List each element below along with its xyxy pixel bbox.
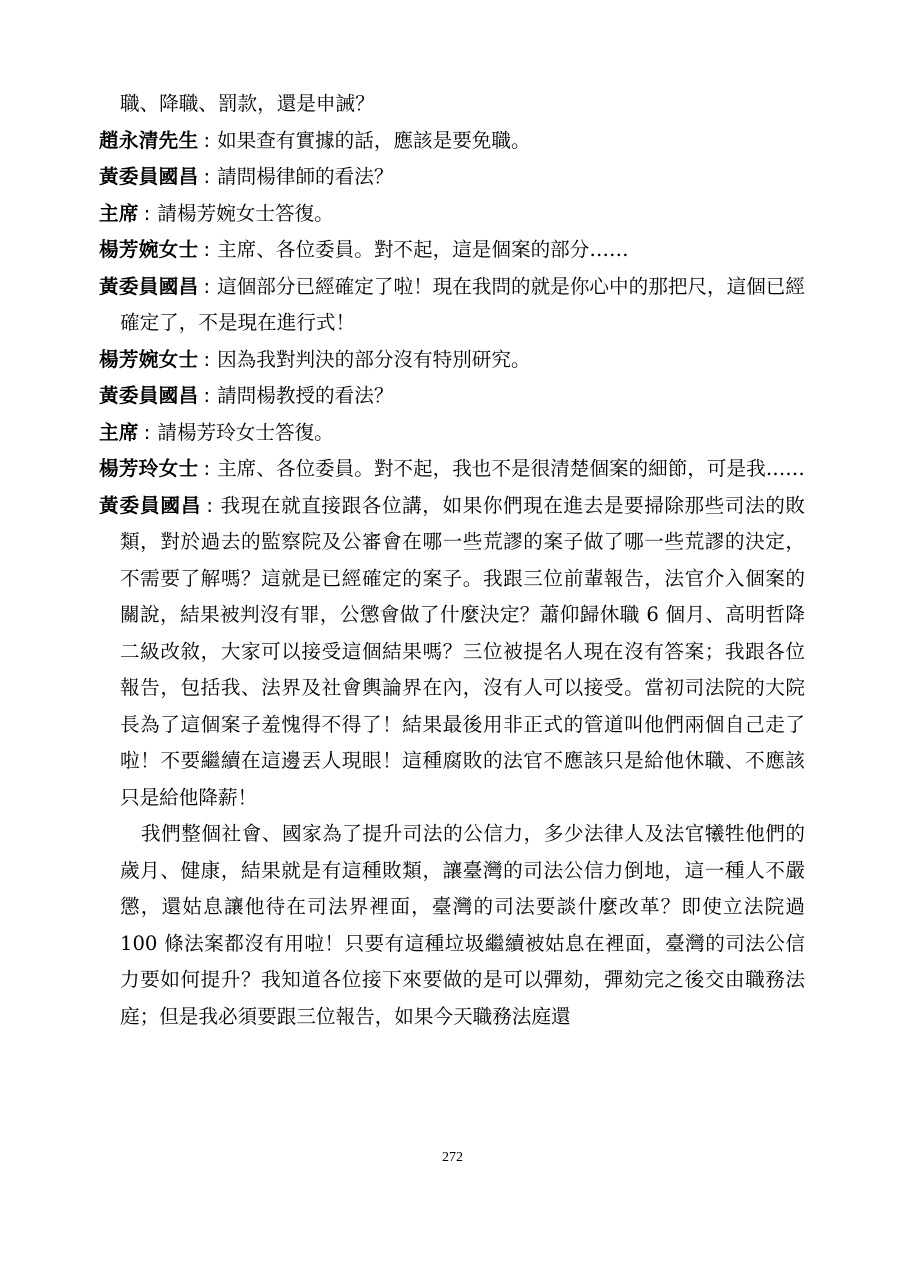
entry-text: 因為我對判決的部分沒有特別研究。 [217,347,531,371]
entry-text: 請問楊律師的看法？ [217,165,394,188]
page-number: 272 [442,1150,463,1165]
speaker-separator: : [203,384,211,407]
transcript-body [99,86,805,1035]
transcript-entry [99,488,805,817]
entry-text: 主席、各位委員。對不起，我也不是很清楚個案的細節，可是我…… [217,457,805,480]
transcript-entry [99,196,805,233]
transcript-entry [99,415,805,452]
speaker-separator: : [203,165,211,188]
speaker-name: 主席 [99,201,139,225]
speaker-name: 黃委員國昌 [99,274,199,298]
transcript-entry [99,159,805,196]
transcript-entry [99,451,805,488]
speaker-separator: : [203,457,211,480]
speaker-name: 黃委員國昌 [99,493,202,517]
transcript-entry [99,232,805,269]
speaker-separator: : [203,347,211,371]
entry-text: 我們整個社會、國家為了提升司法的公信力，多少法律人及法官犧牲他們的歲月、健康，結果就是有這種敗類，讓臺灣的司法公信力倒地，這一種人不嚴懲，還姑息讓他待在司法界裡面，臺灣的司法要談什麼改革？即使立法院過 100 條法案都沒有用啦！只要有這種垃圾繼續被姑息在裡面，臺灣的司法公信力要如何提升？我知道各位接下來要做的是可以彈劾，彈劾完之後交由職務法庭；但是我必須要跟三位報告，如果今天職務法庭還 [120,822,805,1028]
speaker-separator: : [143,420,151,444]
speaker-separator: : [203,238,211,261]
transcript-entry [99,342,805,379]
speaker-separator: : [206,493,213,517]
transcript-entry [99,123,805,160]
transcript-paragraph [99,816,805,1035]
entry-text: 這個部分已經確定了啦！現在我問的就是你心中的那把尺，這個已經確定了，不是現在進行式！ [120,274,805,334]
transcript-entry-continuation [99,86,805,123]
transcript-entry [99,269,805,342]
entry-text: 主席、各位委員。對不起，這是個案的部分…… [217,238,629,261]
transcript-entry [99,378,805,415]
speaker-separator: : [203,274,211,298]
entry-text: 如果查有實據的話，應該是要免職。 [217,128,531,152]
speaker-name: 黃委員國昌 [99,384,199,407]
entry-text: 請楊芳玲女士答復。 [157,420,334,444]
speaker-name: 黃委員國昌 [99,165,199,188]
entry-text: 我現在就直接跟各位講，如果你們現在進去是要掃除那些司法的敗類，對於過去的監察院及公審會在哪一些荒謬的案子做了哪一些荒謬的決定，不需要了解嗎？這就是已經確定的案子。我跟三位前輩報告，法官介入個案的關說，結果被判沒有罪，公懲會做了什麼決定？蕭仰歸休職 6 個月、高明哲降二級改敘，大家可以接受這個結果嗎？三位被提名人現在沒有答案；我跟各位報告，包括我、法界及社會輿論界在內，沒有人可以接受。當初司法院的大院長為了這個案子羞愧得不得了！結果最後用非正式的管道叫他們兩個自己走了啦！不要繼續在這邊丟人現眼！這種腐敗的法官不應該只是給他休職、不應該只是給他降薪！ [120,493,806,809]
entry-text: 請楊芳婉女士答復。 [157,201,334,225]
speaker-name: 趙永清先生 [99,128,199,152]
speaker-name: 楊芳婉女士 [99,238,199,261]
entry-text: 請問楊教授的看法？ [217,384,394,407]
entry-text: 職、降職、罰款，還是申誡？ [120,92,375,115]
speaker-separator: : [143,201,151,225]
speaker-name: 楊芳玲女士 [99,457,199,480]
speaker-name: 楊芳婉女士 [99,347,199,371]
speaker-separator: : [203,128,211,152]
speaker-name: 主席 [99,420,139,444]
